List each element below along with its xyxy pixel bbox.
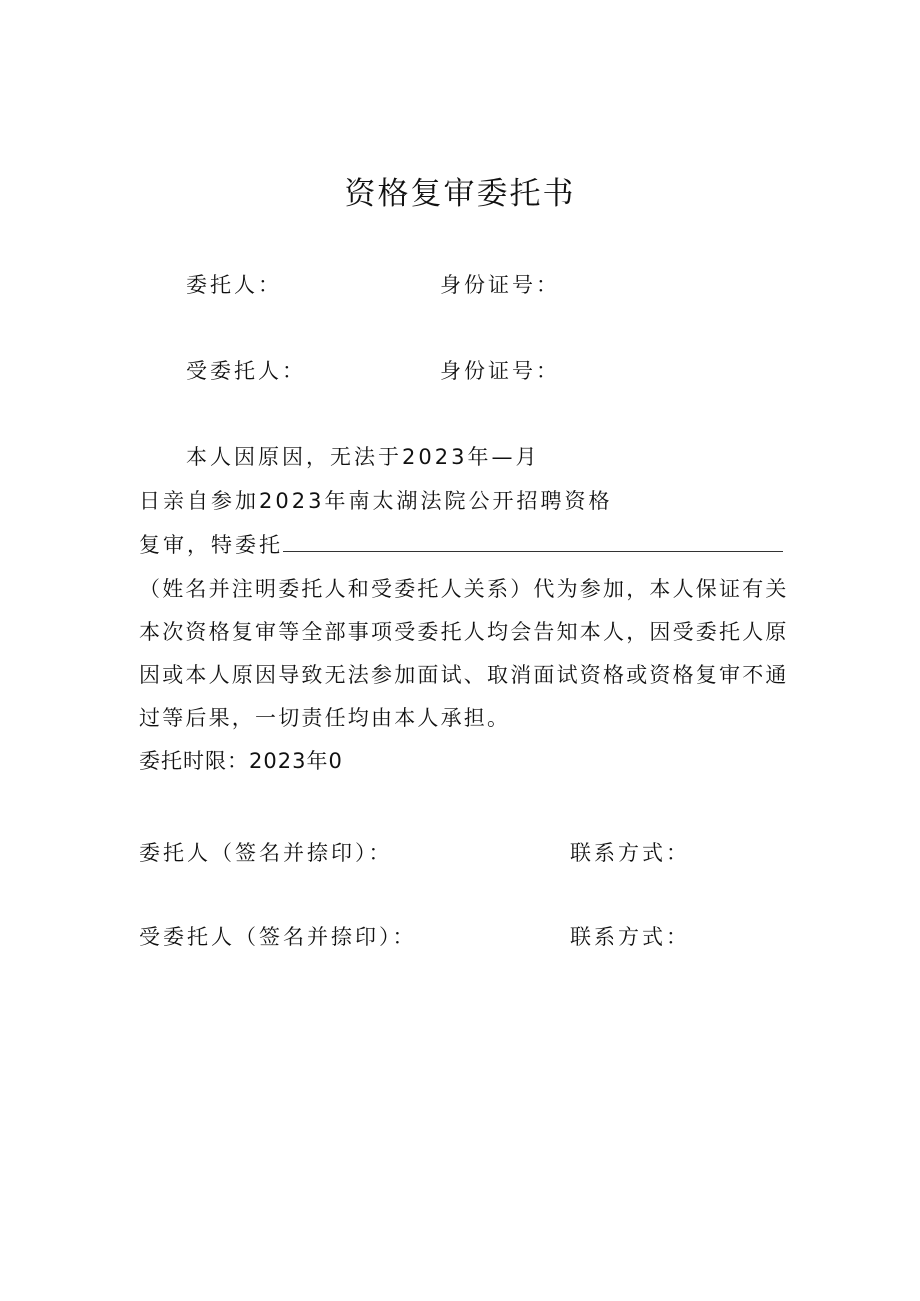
document-title: 资格复审委托书 <box>344 176 576 212</box>
agent-id-label: 身份证号： <box>440 359 560 383</box>
body-line-7: 过等后果，一切责任均由本人承担。 <box>139 706 511 730</box>
agent-contact-label: 联系方式： <box>570 925 690 949</box>
principal-sign-label: 委托人（签名并捺印）： <box>139 841 393 865</box>
term-label: 委托时限：2023年0 <box>139 749 343 773</box>
principal-contact-label: 联系方式： <box>570 841 690 865</box>
principal-label: 委托人： <box>186 273 282 297</box>
agent-label: 受委托人： <box>186 359 306 383</box>
principal-id-label: 身份证号： <box>440 273 560 297</box>
body-line-2: 日亲自参加2023年南太湖法院公开招聘资格 <box>139 489 613 513</box>
body-line-6: 因或本人原因导致无法参加面试、取消面试资格或资格复审不通 <box>139 663 789 687</box>
body-line-3-text: 复审，特委托 <box>139 533 283 557</box>
body-line-5: 本次资格复审等全部事项受委托人均会告知本人，因受委托人原 <box>139 620 789 644</box>
body-line-1: 本人因原因，无法于2023年—月 <box>186 445 540 469</box>
agent-name-blank <box>283 531 783 552</box>
body-line-4: （姓名并注明委托人和受委托人关系）代为参加，本人保证有关 <box>139 577 789 601</box>
agent-sign-label: 受委托人（签名并捺印）： <box>139 925 417 949</box>
body-line-3 <box>139 530 783 560</box>
